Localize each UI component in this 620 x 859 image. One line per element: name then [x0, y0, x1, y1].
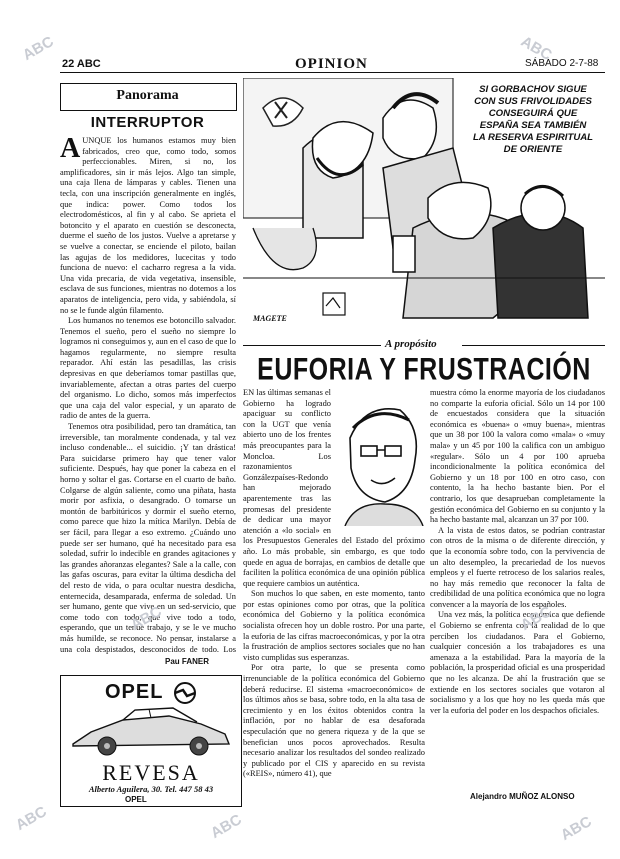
opel-advertisement: [60, 675, 242, 807]
euforia-headline: EUFORIA Y FRUSTRACIÓN: [257, 352, 591, 387]
header-rule: [60, 72, 605, 73]
dealer-name: REVESA: [102, 760, 200, 785]
article-paragraph: A la vista de estos datos, se podrían contrastar con otros de la misma o de diferente dirección, y que la economía sobre todo, con la pervivencia de un alto desempleo, la precariedad de los nuevos empleos y el fuerte retroceso de los salarios reales, no hay más remedio que reconocer la falta de credibilidad de una política económica que no logra convencer a la mayoría de los españoles.: [430, 525, 605, 609]
cartoon-caption: SI GORBACHOV SIGUE CON SUS FRIVOLIDADES CONSEGUIRÁ QUE ESPAÑA SEA TAMBIÉN LA RESERVA ESPIRITUAL DE ORIENTE: [472, 84, 594, 155]
issue-date: SÁBADO 2-7-88: [525, 58, 599, 69]
article-paragraph: AUNQUE los humanos estamos muy bien fabricados, creo que, como todo, somos perfeccionables. Miren, si no, los amplificadores, sin ir más lejos. Algo tan simple, una caja llena de lámparas y cables. Tienen una tecla, con una inscripción generalmente en inglés, que indica: power. Como todos los electrodomésticos, al fin y al cabo. Se aprieta el botoncito y el aparato en cuestión se desconecta, duerme el sueño de los justos. Vuelve a apretarse y se vuelve a conectar, se enciende el piloto, bailan las agujas de los medidores, lucecitas y todo funciona de nuevo: el cacharro regresa a la vida. Una vida precaria, de vida vegetativa, insensible, esclava de sus funciones, mientras no dotemos a los aparatos de inteligencia, pero vida, y sabiéndola, sí no se le funde algún filamento.: [60, 136, 236, 315]
euforia-column-left: [243, 388, 425, 788]
euforia-column-right: [430, 388, 605, 788]
watermark: ABC: [19, 33, 57, 64]
watermark: ABC: [127, 603, 165, 634]
panorama-headline: INTERRUPTOR: [90, 114, 205, 131]
euforia-signature: Alejandro MUÑOZ ALONSO: [470, 792, 575, 801]
publication-logo: ABC: [76, 58, 101, 70]
kicker-a-proposito: A propósito: [385, 338, 437, 350]
article-paragraph: EN las últimas semanas el Gobierno ha logrado apaciguar su conflicto con la UGT que venía abierto uno de los frentes más preocupantes para la Moncloa. Los razonamientos Gonzálezpaíses-Redondo han mejorado aparentemente tras las promesas del presidente de dedicar una mayor atención a «lo social» en los Presupuestos Generales del Estado del próximo año. Lo más probable, sin embargo, es que todo quede en agua de borrajas, en cambios de detalle que faciliten la política económica de una opinión pública que requiere cambios un auténtica.: [243, 388, 425, 588]
kicker-rule-left: [243, 345, 381, 346]
opel-logo-row: [105, 680, 197, 706]
article-paragraph: Una vez más, la política económica que defiende el Gobierno se enfrenta con la realidad de lo que perciben los ciudadanos. Para el Gobierno, cualquier concesión a los trabajadores es una amenaza a la estabilidad. Para la mayoría de la población, la prosperidad oficial es una prosperidad que no les alcanza. De ahí la frustración que se extiende en los sectores sociales que votaron al socialismo y a los que hoy no les queda más que ver la euforia del poder en los despachos oficiales.: [430, 610, 605, 715]
editorial-cartoon: [243, 78, 605, 336]
section-title: OPINION: [295, 56, 368, 72]
article-paragraph: Los humanos no tenemos ese botoncillo salvador. Tenemos el sueño, pero el sueño no siempre lo logramos ni conseguimos y, aun en el caso de que lo hagamos regularmente, no siempre resulta reparador. Ahí están las pesadillas, las crisis depresivas en que deberíamos tomar pastillas que, invariablemente, afectan a otras partes del cuerpo del organismo. Lo dicho, somos más imperfectos que una caja del valor especial, y un aparato de radio de antes de la guerra.: [60, 316, 236, 421]
panorama-signature: Pau FANER: [165, 657, 210, 666]
watermark: ABC: [12, 803, 50, 834]
article-paragraph: Tenemos otra posibilidad, pero tan dramática, tan irreversible, tan moralmente condenada, y tal vez incluso condenable... el suicidio. ¡Y tan drástica! Para suicidarse primero hay que tener valor suficiente. Después, hay que poner la cabeza en el horno y soltar el gas. Cortarse en el cuarto de baño. Colgarse de algún saliente, como una piñata, hasta morir por asfixia, o desangrado. O tomarse un montón de barbitúricos y dormir el sueño eterno, como parece que hizo la mítica Marilyn. Debía de ser fácil, para llegar a eso extremo. ¿Cuándo uno puede ser ser humano, qué ha necesitado para esa soledad, sufrir lo indecible en grandes agitaciones y las grandes añoranzas elegantes? Sale a la calle, con las gafas oscuras, para evitar la última desdicha del del resto de vida, o para ocultar nuestra desdicha, enternecida, desamparada, enferma de soledad. Un ser humano, gente que vive en un sed-servicio, que come todo con todo, que vive todo a todo, esperando, que un tenue trabajo, y se le ve mucho más humilde, se reconoce. No pensar, instalarse a una cola despistados, desconocidos de todo. Los: [60, 422, 236, 654]
panorama-article: [60, 136, 236, 654]
opel-brand: OPEL: [105, 681, 164, 703]
portrait-illustration: [335, 398, 425, 526]
watermark: ABC: [207, 811, 245, 842]
panorama-label: Panorama: [116, 88, 179, 103]
opel-footer-brand: OPEL: [125, 795, 147, 804]
car-illustration: [69, 706, 233, 758]
article-paragraph: Por otra parte, lo que se presenta como irrenunciable de la política económica del Gobierno deberá reducirse. El sistema «macroeconómico» de los últimos años se basa, sobre todo, en la alta tasa de crecimiento y en los éxitos obtenidos contra la inflación, por no hablar de esa desaforada especulación que no genera riqueza y de la que se benefician unos pocos aprovechados. Resulta necesario analizar los resultados del sondeo realizado y publicado por el CIS y aparecido en su revista («REIS», número 41), que: [243, 663, 425, 779]
watermark: ABC: [557, 813, 595, 844]
page-number: 22: [62, 58, 75, 70]
watermark: ABC: [517, 603, 555, 634]
drop-cap: A: [60, 136, 81, 164]
cartoon-artist-signature: MAGETE: [253, 314, 287, 323]
article-paragraph: muestra cómo la enorme mayoría de los ciudadanos no comparte la euforia oficial. Sólo un 14 por 100 de encuestados considera que la situación económica es «buena» o «muy buena», mientras que un 38 por 100 la valora como «mala» o «muy mala» y un 45 por 100 la califica con un ambiguo «regular». Sólo un 4 por 100 aprueba incondicionalmente la política económica del Gobierno y un 18 por 100 en otro caso, con contento, la ha hecho bastante bien. Por el contrario, los que desaprueban completamente la gestión económica del Gobierno en su conjunto y la ha hecho bastante mal, alcanzan un 37 por 100.: [430, 388, 605, 525]
page-number-publication: [62, 58, 101, 70]
dealer-address: Alberto Aguilera, 30. Tel. 447 58 43: [88, 784, 214, 794]
watermark: ABC: [517, 33, 555, 64]
article-paragraph: Son muchos lo que saben, en este momento, tanto por estas opiniones como por otras, que la política económica del Gobierno y la política económica socialista ofrecen hoy un doble rostro. Por una parte, la euforia de las cifras macroeconómicas, y por la otra la frustración de amplios sectores sociales que no han visto cumplidas sus esperanzas.: [243, 589, 425, 662]
kicker-rule-right: [462, 345, 605, 346]
author-portrait: [335, 398, 425, 526]
